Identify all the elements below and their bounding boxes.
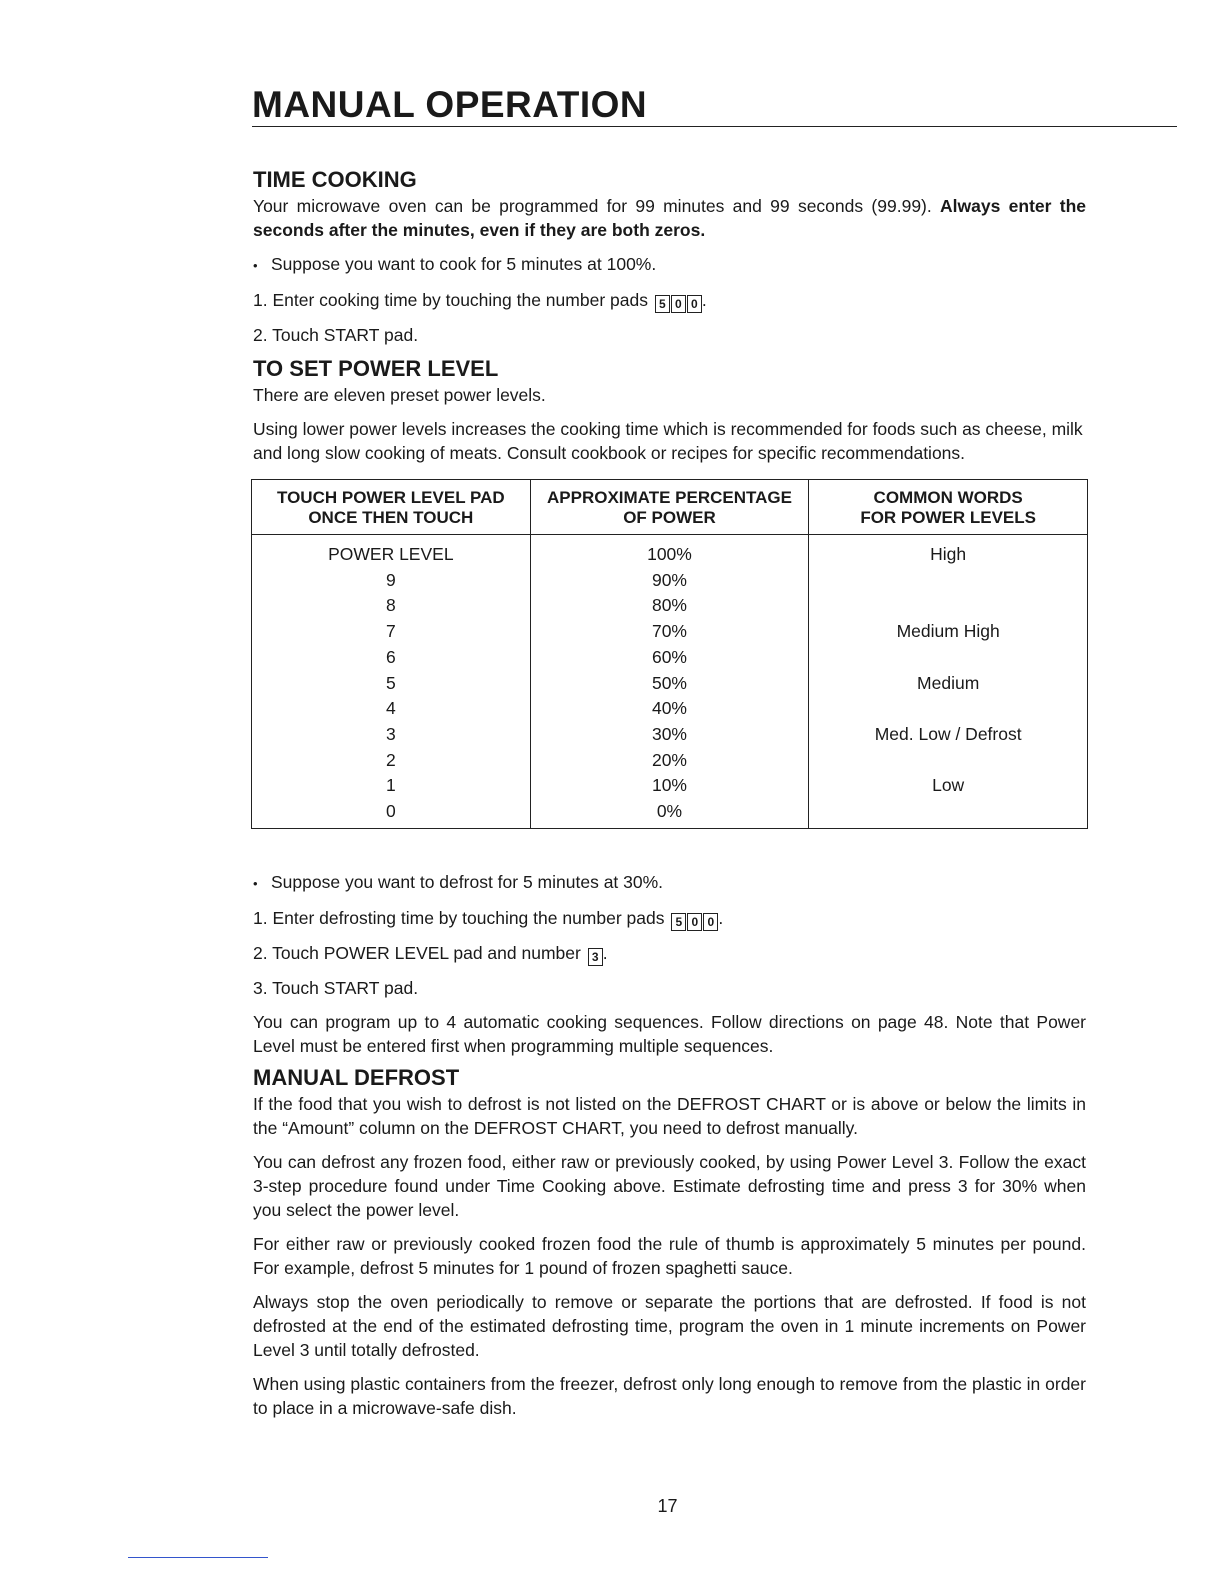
words-cell bbox=[809, 696, 1088, 722]
words-cell: High bbox=[809, 535, 1088, 568]
table-row bbox=[252, 593, 1088, 619]
power-level-table bbox=[251, 479, 1088, 829]
percent-cell: 50% bbox=[530, 671, 809, 697]
words-cell bbox=[809, 748, 1088, 774]
table-row bbox=[252, 568, 1088, 594]
cook-step-1-keypads bbox=[655, 295, 702, 313]
manual-defrost-heading: MANUAL DEFROST bbox=[253, 1064, 460, 1090]
defrost-step-1-end: . bbox=[718, 907, 724, 928]
words-cell bbox=[809, 593, 1088, 619]
table-row bbox=[252, 619, 1088, 645]
manual-defrost-p5: When using plastic containers from the freezer, defrost only long enough to remove from the plastic in order to place in a microwave-safe dish. bbox=[253, 1373, 1086, 1418]
words-cell: Low bbox=[809, 773, 1088, 799]
percent-cell: 90% bbox=[530, 568, 809, 594]
sequence-note: You can program up to 4 automatic cooking sequences. Follow directions on page 48. Note that Power Level must be entered first when programming multiple sequences. bbox=[253, 1011, 1086, 1056]
power-level-p2: Using lower power levels increases the cooking time which is recommended for foods such as cheese, milk and long slow cooking of meats. Consult cookbook or recipes for specific recommendations. bbox=[253, 419, 1083, 463]
words-cell: Medium bbox=[809, 671, 1088, 697]
level-cell: 5 bbox=[252, 671, 531, 697]
manual-defrost-p2: You can defrost any frozen food, either raw or previously cooked, by using Power Level 3. Follow the exact 3-step procedure found under Time Cooking above. Estimate defrosting time and press 3 for 30% when you select the power level. bbox=[253, 1151, 1086, 1220]
table-row bbox=[252, 773, 1088, 799]
table-row bbox=[252, 696, 1088, 722]
page-content bbox=[253, 166, 1086, 1420]
cook-step-1-text: 1. Enter cooking time by touching the number pads bbox=[253, 290, 648, 310]
percent-cell: 20% bbox=[530, 748, 809, 774]
cook-step-1 bbox=[253, 288, 1086, 313]
number-pad-key: 0 bbox=[687, 295, 702, 313]
header-line: ONCE THEN TOUCH bbox=[308, 508, 474, 527]
percent-cell: 30% bbox=[530, 722, 809, 748]
manual-defrost-p3: For either raw or previously cooked frozen food the rule of thumb is approximately 5 minutes per pound. For example, defrost 5 minutes for 1 pound of frozen spaghetti sauce. bbox=[253, 1233, 1086, 1278]
table-row bbox=[252, 671, 1088, 697]
page-title: MANUAL OPERATION bbox=[252, 84, 648, 125]
time-cooking-heading: TIME COOKING bbox=[253, 167, 417, 192]
time-cooking-intro bbox=[253, 194, 1086, 242]
level-cell: 6 bbox=[252, 645, 531, 671]
percent-cell: 80% bbox=[530, 593, 809, 619]
table-row bbox=[252, 645, 1088, 671]
percent-cell: 100% bbox=[530, 535, 809, 568]
defrost-step-2 bbox=[253, 941, 1086, 966]
defrost-example-bullet: • Suppose you want to defrost for 5 minutes at 30%. bbox=[253, 870, 1086, 896]
number-pad-key: 0 bbox=[703, 913, 718, 931]
column-header-words bbox=[809, 480, 1088, 535]
header-line: COMMON WORDS bbox=[873, 488, 1023, 507]
power-level-p1: There are eleven preset power levels. bbox=[253, 385, 546, 405]
level-cell: 4 bbox=[252, 696, 531, 722]
number-pad-key: 5 bbox=[671, 913, 686, 931]
column-header-percentage bbox=[530, 480, 809, 535]
words-cell: Medium High bbox=[809, 619, 1088, 645]
title-rule bbox=[252, 126, 1177, 127]
level-cell: 0 bbox=[252, 799, 531, 828]
number-pad-key: 5 bbox=[655, 295, 670, 313]
level-cell: 9 bbox=[252, 568, 531, 594]
page-number: 17 bbox=[657, 1496, 678, 1516]
header-line: OF POWER bbox=[623, 508, 716, 527]
table-header-row bbox=[252, 480, 1088, 535]
power-level-heading: TO SET POWER LEVEL bbox=[253, 356, 499, 381]
defrost-step-1 bbox=[253, 906, 1086, 931]
level-cell: 1 bbox=[252, 773, 531, 799]
words-cell bbox=[809, 799, 1088, 828]
cook-example-bullet: • Suppose you want to cook for 5 minutes at 100%. bbox=[253, 252, 1086, 278]
header-line: FOR POWER LEVELS bbox=[860, 508, 1036, 527]
footer-link-underline bbox=[128, 1557, 268, 1558]
percent-cell: 70% bbox=[530, 619, 809, 645]
defrost-step-1-text: 1. Enter defrosting time by touching the number pads bbox=[253, 907, 665, 928]
percent-cell: 0% bbox=[530, 799, 809, 828]
defrost-step-3: 3. Touch START pad. bbox=[253, 977, 419, 998]
table-row bbox=[252, 722, 1088, 748]
table-row bbox=[252, 748, 1088, 774]
level-cell: 3 bbox=[252, 722, 531, 748]
defrost-step-2-end: . bbox=[602, 942, 608, 963]
number-pad-key: 0 bbox=[687, 913, 702, 931]
column-header-pad bbox=[252, 480, 531, 535]
level-cell: 2 bbox=[252, 748, 531, 774]
number-pad-key: 3 bbox=[588, 948, 603, 966]
defrost-step-1-keypads bbox=[671, 913, 718, 931]
intro-text: Your microwave oven can be programmed for 99 minutes and 99 seconds (99.99). bbox=[253, 196, 941, 216]
percent-cell: 60% bbox=[530, 645, 809, 671]
header-line: TOUCH POWER LEVEL PAD bbox=[277, 488, 505, 507]
level-cell: POWER LEVEL bbox=[252, 535, 531, 568]
percent-cell: 10% bbox=[530, 773, 809, 799]
intro-emphasis: Always enter the seconds after the minutes, even if they are both zeros. bbox=[253, 196, 1086, 240]
cook-step-1-end: . bbox=[701, 290, 707, 310]
manual-defrost-p4: Always stop the oven periodically to remove or separate the portions that are defrosted. If food is not defrosted at the end of the estimated defrosting time, program the oven in 1 minute increments on Power Level 3 until totally defrosted. bbox=[253, 1291, 1086, 1360]
header-line: APPROXIMATE PERCENTAGE bbox=[547, 488, 792, 507]
percent-cell: 40% bbox=[530, 696, 809, 722]
number-pad-key: 0 bbox=[671, 295, 686, 313]
manual-defrost-p1: If the food that you wish to defrost is not listed on the DEFROST CHART or is above or below the limits in the “Amount” column on the DEFROST CHART, you need to defrost manually. bbox=[253, 1093, 1086, 1138]
words-cell bbox=[809, 568, 1088, 594]
table-row bbox=[252, 799, 1088, 828]
table-row bbox=[252, 535, 1088, 568]
level-cell: 8 bbox=[252, 593, 531, 619]
words-cell: Med. Low / Defrost bbox=[809, 722, 1088, 748]
defrost-step-2-keypad bbox=[588, 948, 603, 966]
words-cell bbox=[809, 645, 1088, 671]
defrost-step-2-text: 2. Touch POWER LEVEL pad and number bbox=[253, 942, 581, 963]
cook-step-2: 2. Touch START pad. bbox=[253, 325, 419, 345]
level-cell: 7 bbox=[252, 619, 531, 645]
